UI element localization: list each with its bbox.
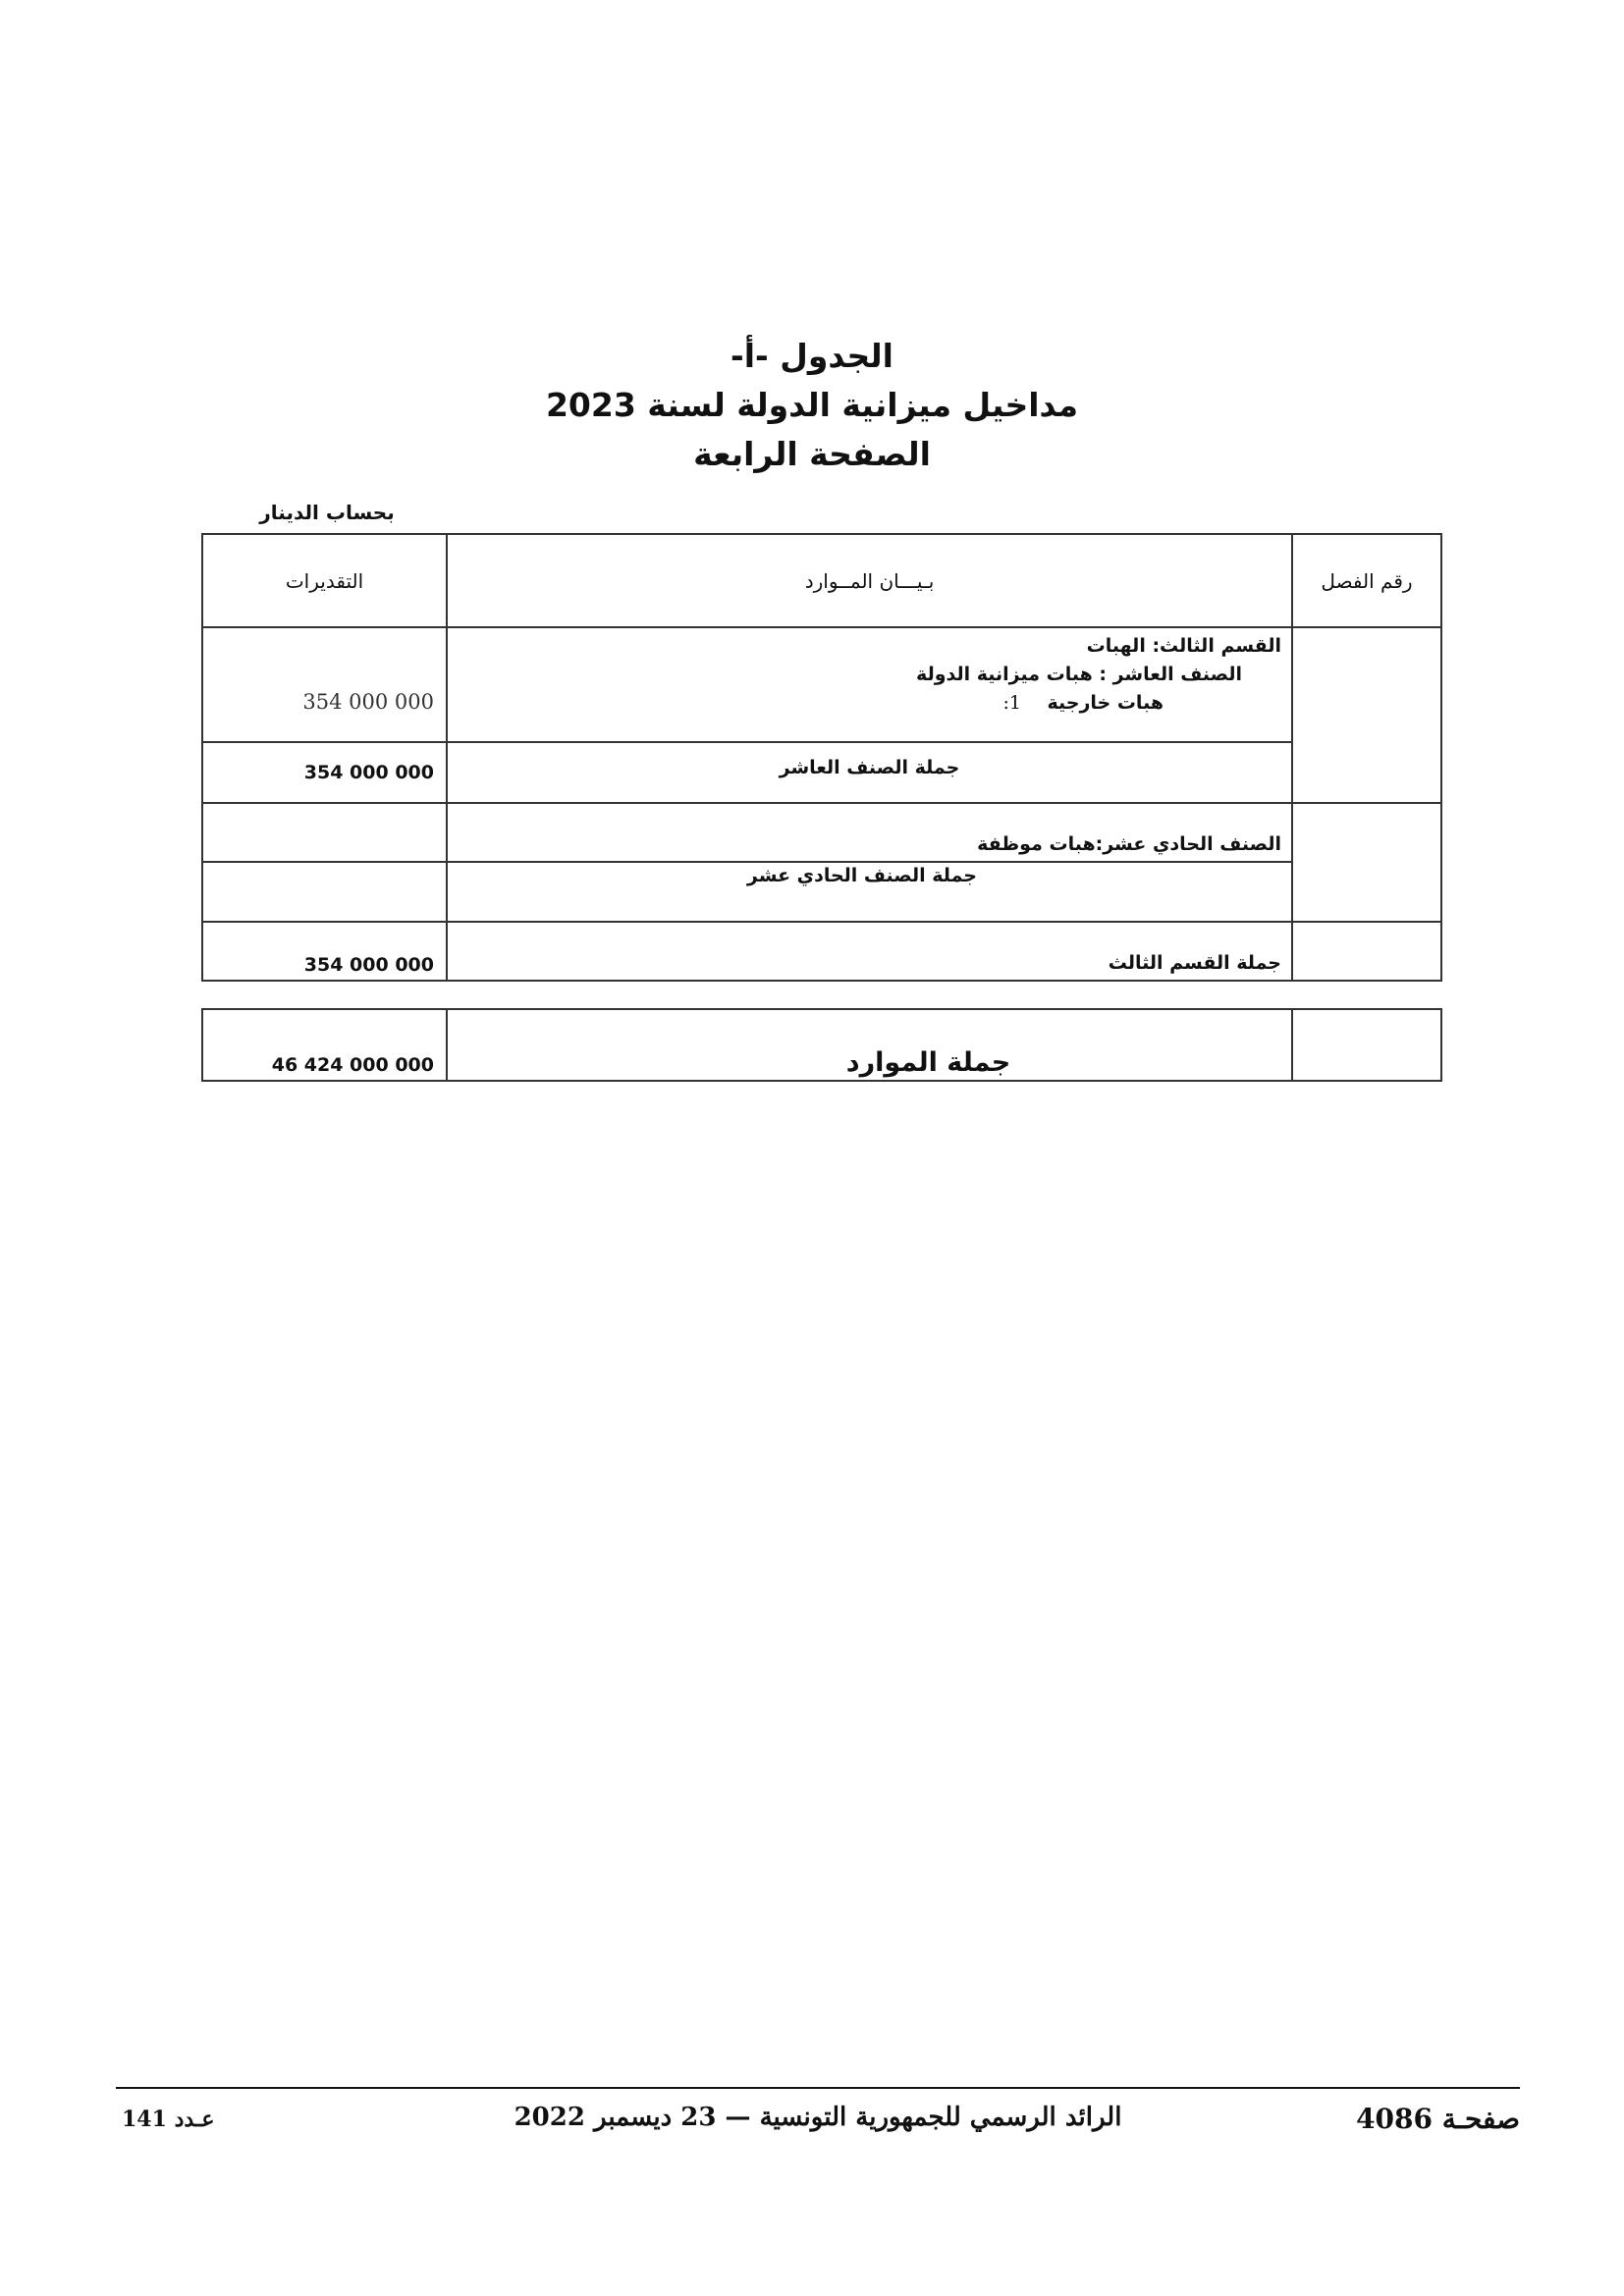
header-description: بـيـــان المــوارد [447,534,1292,627]
footer-divider [116,2087,1520,2089]
item-amount: 354 000 000 [202,627,447,742]
issue-number: عـدد 141 [122,2107,215,2132]
page-number: صفحـة 4086 [1356,2103,1520,2135]
page-footer [116,2103,1520,2146]
table-row [202,627,1441,742]
header-estimates: التقديرات [202,534,447,627]
revenue-table [201,533,1442,982]
budget-title: مداخيل ميزانية الدولة لسنة 2023 [545,386,1079,424]
section-total-amount: 354 000 000 [202,922,447,981]
chapter-cell [1292,1009,1441,1081]
class11-title: الصنف الحادي عشر:هبات موظفة [447,803,1292,862]
class11-amount-cell [202,803,447,862]
chapter-cell [1292,922,1441,981]
item-line [448,689,1281,718]
class10-title: الصنف العاشر : هبات ميزانية الدولة [916,664,1242,685]
grand-total-amount: 46 424 000 000 [202,1009,447,1081]
grand-total-row [202,1009,1441,1081]
chapter-cell [1292,627,1441,803]
gazette-name-date: الرائد الرسمي للجمهورية التونسية — 23 ديسمبر 2022 [514,2103,1122,2132]
item-label: هبات خارجية [1047,692,1164,714]
section-title: القسم الثالث: الهبات [1086,635,1281,657]
grand-total-table [201,1008,1442,1082]
table-label: الجدول -أ- [731,337,893,375]
page-subtitle: الصفحة الرابعة [693,435,931,473]
section-total-label: جملة القسم الثالث [447,922,1292,981]
table-row [202,922,1441,981]
table-row [202,803,1441,862]
document-title [0,332,1624,479]
currency-unit-label: بحساب الدينار [259,501,395,524]
table-row [202,742,1441,803]
table-row [202,862,1441,922]
grand-total-label: جملة الموارد [447,1009,1292,1081]
section-description-cell [447,627,1292,742]
header-chapter-number: رقم الفصل [1292,534,1441,627]
item-number: 1: [1002,692,1022,714]
class10-total-amount: 354 000 000 [202,742,447,803]
class10-total-label: جملة الصنف العاشر [447,742,1292,803]
class11-total-label: جملة الصنف الحادي عشر [447,862,1292,922]
class11-total-amount [202,862,447,922]
chapter-cell [1292,803,1441,922]
table-header-row [202,534,1441,627]
